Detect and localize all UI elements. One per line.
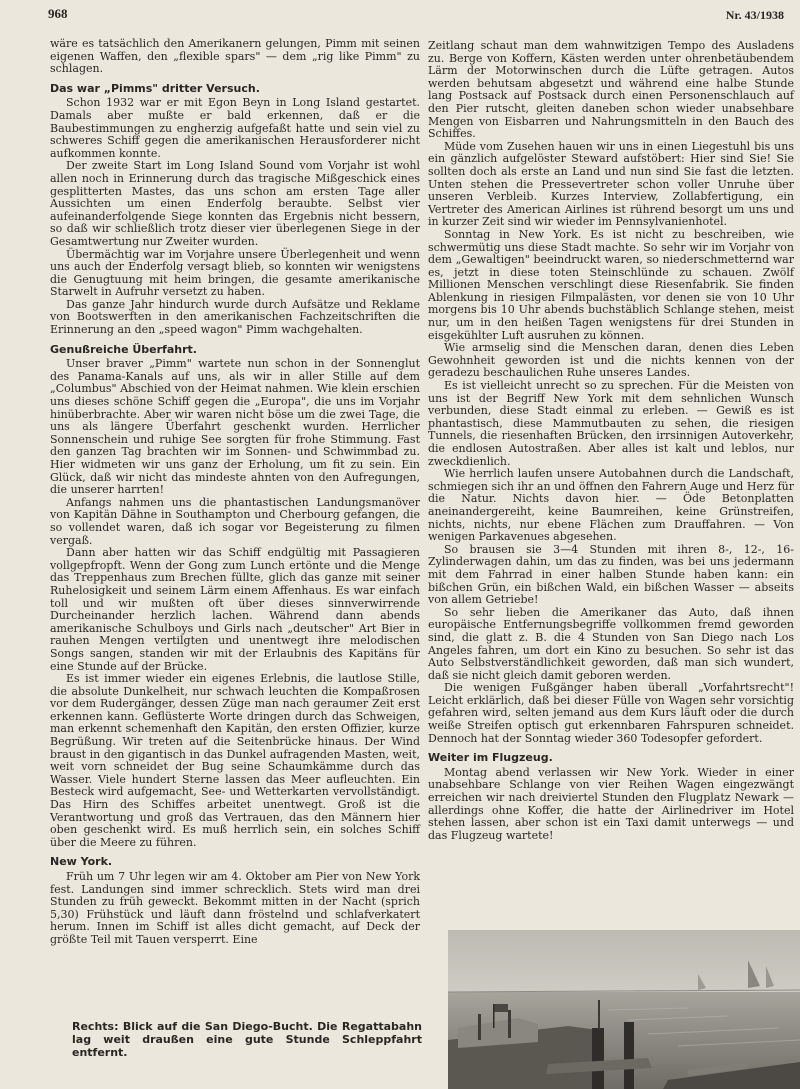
left-column <box>50 38 420 947</box>
paragraph: Übermächtig war im Vorjahre unsere Überlegenheit und wenn uns auch der Enderfolg versagt blieb, so konnten wir wenigstens die Genugtuung mit heim bringen, die gesamte amerikanische Starwelt in Aufruhr versetzt zu haben. <box>50 247 420 299</box>
harbor-photo <box>448 930 800 1089</box>
paragraph: Es ist immer wieder ein eigenes Erlebnis, die lautlose Stille, die absolute Dunkelheit, nur schwach leuchten die Kompaßrosen vor dem Rudergänger, dessen Züge man nach geraumer Zeit erst erkennen kann. Geflüsterte Worte dringen durch das Schweigen, man erkennt schemenhaft den Kapitän, den ersten Offizier, kurze Begrüßung. Wir treten auf die Seitenbrücke hinaus. Der Wind braust in den gigantisch in das Dunkel aufragenden Masten, weit, weit vorn schneidet der Bug seine Schaumkämme durch das Wasser. Viele hundert Sterne lassen das Meer aufleuchten. Ein Besteck wird aufgemacht, See- und Wetterkarten vervollständigt. Das Hirn des Schiffes arbeitet unentwegt. Groß ist die Verantwortung und groß das Vertrauen, das den Männern hier oben geschenkt wird. Es muß herrlich sein, ein solches Schiff über die Meere zu führen. <box>50 672 420 849</box>
paragraph: Sonntag in New York. Es ist nicht zu beschreiben, wie schwermütig uns diese Stadt machte. So sehr wir im Vorjahr von dem „Gewaltigen" beeindruckt waren, so niederschmetternd war es, jetzt in diese toten Steinschlünde zu schauen. Zwölf Millionen Menschen verschlingt diese Riesenfabrik. Sie finden Ablenkung in riesigen Filmpalästen, vor denen sie von 10 Uhr morgens bis 10 Uhr abends buchstäblich Schlange stehen, meist nur, um in den heißen Tagen wenigstens für drei Stunden in eisgekühlter Luft ausruhen zu können. <box>428 227 794 342</box>
paragraph: Wie armselig sind die Menschen daran, denen dies Leben Gewohnheit geworden ist und die nichts kennen von der geradezu beschaulichen Ruhe unseres Landes. <box>428 341 794 380</box>
paragraph: Der zweite Start im Long Island Sound vom Vorjahr ist wohl allen noch in Erinnerung durch das tragische Mißgeschick eines gesplitterten Mastes, das uns schon am ersten Tage aller Aussichten um einen Enderfolg beraubte. Selbst vier aufeinanderfolgende Siege konnten das Ergebnis nicht bessern, so daß wir schließlich trotz dieser vier überlegenen Siege in der Gesamtwertung nur Zweiter wurden. <box>50 159 420 248</box>
paragraph: Anfangs nahmen uns die phantastischen Landungsmanöver von Kapitän Dähne in Southampton und Cherbourg gefangen, die so vollendet waren, daß ich sogar vor Begeisterung zu filmen vergaß. <box>50 495 420 547</box>
paragraph: So brausen sie 3—4 Stunden mit ihren 8-, 12-, 16-Zylinderwagen dahin, um das zu finden, was bei uns jedermann mit dem Fahrrad in einer halben Stunde haben kann: ein bißchen Grün, ein bißchen Wald, ein bißchen Wasser — abseits von allem Getriebe! <box>428 542 794 607</box>
paragraph: Die wenigen Fußgänger haben überall „Vorfahrtsrecht"! Leicht erklärlich, daß bei dieser Fülle von Wagen sehr vorsichtig gefahren wird, selten jemand aus dem Kurs läuft oder die durch weiße Streifen optisch gut erkennbaren Fahrspuren schneidet. Dennoch hat der Sonntag wieder 360 Todesopfer gefordert. <box>428 681 794 745</box>
paragraph: Schon 1932 war er mit Egon Beyn in Long Island gestartet. Damals aber mußte er bald erkennen, daß er die Baubestimmungen zu engherzig aufgefaßt hatte und sein viel zu schweres Schiff gegen die amerikanischen Herausforderer nicht aufkommen konnte. <box>50 96 420 160</box>
section-heading: New York. <box>50 855 113 869</box>
paragraph: Es ist vielleicht unrecht so zu sprechen. Für die Meisten von uns ist der Begriff New York mit dem sehnlichen Wunsch verbunden, diese Stadt einmal zu erleben. — Gewiß es ist phantastisch, diese Mammutbauten zu sehen, die riesigen Tunnels, die riesenhaften Brücken, den irrsinnigen Autoverkehr, die endlosen Autostraßen. Aber alles ist kalt und leblos, nur zweckdienlich. <box>428 379 794 468</box>
paragraph: So sehr lieben die Amerikaner das Auto, daß ihnen europäische Entfernungsbegriffe vollkommen fremd geworden sind, die glatt z. B. die 4 Stunden von San Diego nach Los Angeles fahren, um dort ein Kino zu besuchen. So sehr ist das Auto Selbstverständlichkeit geworden, daß man sich wundert, daß sie nicht gleich damit geboren werden. <box>428 605 794 682</box>
section-heading: Das war „Pimms" dritter Versuch. <box>50 81 260 95</box>
paragraph: Früh um 7 Uhr legen wir am 4. Oktober am Pier von New York fest. Landungen sind immer schrecklich. Stets wird man drei Stunden zu früh geweckt. Bekommt mitten in der Nacht (sprich 5,30) Frühstück und läuft dann fröstelnd und schlafverkatert herum. Innen im Schiff ist alles dicht gemacht, auf Deck der größte Teil mit Tauen versperrt. Eine <box>50 870 420 946</box>
section-heading: Weiter im Flugzeug. <box>428 751 553 765</box>
section-heading: Genußreiche Überfahrt. <box>50 342 197 356</box>
paragraph: wäre es tatsächlich den Amerikanern gelungen, Pimm mit seinen eigenen Waffen, den „flexible spars" — dem „rig like Pimm" zu schlagen. <box>50 37 420 76</box>
paragraph: Unser braver „Pimm" wartete nun schon in der Sonnenglut des Panama-Kanals auf uns, als wir in aller Stille auf dem „Columbus" Abschied von der Heimat nahmen. Wie klein erschien uns dieses schöne Schiff gegen die „Europa", die uns im Vorjahr hinüberbrachte. Aber wir waren nicht böse um die zwei Tage, die uns als längere Überfahrt geschenkt wurden. Herrlicher Sonnenschein und ruhige See sorgten für frohe Stimmung. Fast den ganzen Tag brachten wir im Sonnen- und Schwimmbad zu. Hier widmeten wir uns ganz der Erholung, um fit zu sein. Ein Glück, daß wir nicht das mindeste ahnten von den Aufregungen, die unserer harrten! <box>50 357 420 497</box>
issue-label: Nr. 43/1938 <box>725 8 784 22</box>
paragraph: Das ganze Jahr hindurch wurde durch Aufsätze und Reklame von Bootswerften in den amerikanischen Fachzeitschriften die Erinnerung an den „speed wagon" Pimm wachgehalten. <box>50 297 420 337</box>
right-column <box>428 40 794 842</box>
photo-caption: Rechts: Blick auf die San Diego-Bucht. Die Regattabahn lag weit draußen eine gute Stunde Schleppfahrt entfernt. <box>72 1020 422 1059</box>
paragraph: Wie herrlich laufen unsere Autobahnen durch die Landschaft, schmiegen sich ihr an und öffnen den Fahrern Auge und Herz für die Natur. Nichts davon hier. — Öde Betonplatten aneinandergereiht, keine Baumreihen, keine Grünstreifen, nichts, nichts, nur ebene Flächen zum Drauffahren. — Von wenigen Parkavenues abgesehen. <box>428 467 794 544</box>
page-number: 968 <box>48 6 68 21</box>
harbor-photo-illustration <box>448 930 800 1089</box>
paragraph: Zeitlang schaut man dem wahnwitzigen Tempo des Ausladens zu. Berge von Koffern, Kästen werden unter ohrenbetäubendem Lärm der Motorwinschen durch die Lüfte getragen. Autos werden behutsam abgesetzt und während eine halbe Stunde lang Postsack auf Postsack durch einen Personenschlauch auf den Pier rutscht, gleiten daneben schon wieder unabsehbare Mengen von Eisbarren und Nahrungsmitteln in den Bauch des Schiffes. <box>428 39 794 141</box>
paragraph: Montag abend verlassen wir New York. Wieder in einer unabsehbare Schlange von vier Reihen Wagen eingezwängt erreichen wir nach dreiviertel Stunden den Flugplatz Newark — allerdings ohne Koffer, die hatte der Airlinedriver im Hotel stehen lassen, aber schon ist ein Taxi damit unterwegs — und das Flugzeug wartete! <box>428 765 794 842</box>
paragraph: Müde vom Zusehen hauen wir uns in einen Liegestuhl bis uns ein gänzlich aufgelöster Steward aufstöbert: Hier sind Sie! Sie sollten doch als erste an Land und nun sind Sie fast die letzten. Unten stehen die Pressevertreter schon voller Unruhe über unseren Verbleib. Kurzes Interview, Zollabfertigung, ein Vertreter des American Airlines ist rührend besorgt um uns und in kurzer Zeit sind wir wieder im Pennsylvanienhotel. <box>428 139 794 229</box>
paragraph: Dann aber hatten wir das Schiff endgültig mit Passagieren vollgepfropft. Wenn der Gong zum Lunch ertönte und die Menge das Treppenhaus zum Brechen füllte, glich das ganze mit seiner Ruhelosigkeit und seinem Lärm einem Affenhaus. Es war einfach toll und wir mußten oft über dieses sinnverwirrende Durcheinander herzlich lachen. Während dann abends amerikanische Schulboys und Girls nach „deutscher" Art Bier in rauhen Mengen vertilgten und unentwegt ihre melodischen Songs sangen, standen wir mit der Erlaubnis des Kapitäns für eine Stunde auf der Brücke. <box>50 546 420 673</box>
